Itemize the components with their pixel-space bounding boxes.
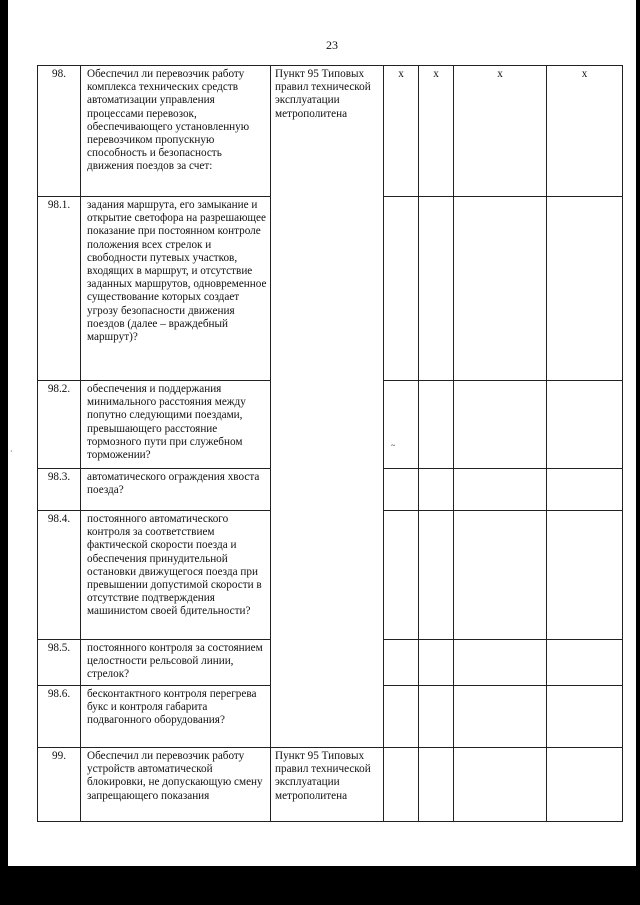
scan-border-bottom (0, 866, 640, 905)
mark-cell: x (419, 66, 454, 197)
mark-cell (454, 381, 547, 469)
mark-cell (384, 197, 419, 381)
mark-cell (454, 686, 547, 748)
mark-cell (384, 469, 419, 511)
mark-cell (419, 511, 454, 640)
mark-cell (454, 469, 547, 511)
mark-cell (419, 640, 454, 686)
row-number: 98.5. (38, 640, 81, 686)
question-text: обеспечения и поддержания минимального расстояния между попутно следующими поездами, превышающего расстояние тормозного пути при служебном торможении? (81, 381, 271, 469)
row-number: 99. (38, 748, 81, 822)
question-text: постоянного автоматического контроля за соответствием фактической скорости поезда и обеспечения принудительной остановки движущегося поезда при превышении допустимой скорости в отсутствие подтверждения машинистом своей бдительности? (81, 511, 271, 640)
legal-reference: Пункт 95 Типовых правил технической эксплуатации метрополитена (271, 66, 384, 748)
question-text: бесконтактного контроля перегрева букс и контроля габарита подвагонного оборудования? (81, 686, 271, 748)
mark-cell (547, 686, 623, 748)
mark-cell (547, 511, 623, 640)
mark-cell (454, 197, 547, 381)
mark-cell (419, 381, 454, 469)
scan-speck: ~ (391, 441, 396, 450)
scan-border-left (0, 0, 8, 905)
mark-cell (384, 748, 419, 822)
mark-cell (547, 748, 623, 822)
mark-cell (384, 381, 419, 469)
mark-cell: x (384, 66, 419, 197)
question-text: Обеспечил ли перевозчик работу устройств автоматической блокировки, не допускающую смену запрещающего показания (81, 748, 271, 822)
question-text: автоматического ограждения хвоста поезда? (81, 469, 271, 511)
mark-cell (419, 469, 454, 511)
scan-border-right (636, 0, 640, 905)
checklist-table (37, 65, 623, 822)
mark-cell (547, 469, 623, 511)
legal-reference: Пункт 95 Типовых правил технической эксплуатации метрополитена (271, 748, 384, 822)
question-text: Обеспечил ли перевозчик работу комплекса технических средств автоматизации управления процессами перевозок, обеспечивающего установленную перевозчиком пропускную способность и безопасность движения поездов за счет: (81, 66, 271, 197)
row-number: 98.2. (38, 381, 81, 469)
mark-cell (454, 511, 547, 640)
mark-cell: x (547, 66, 623, 197)
row-number: 98.4. (38, 511, 81, 640)
question-text: постоянного контроля за состоянием целостности рельсовой линии, стрелок? (81, 640, 271, 686)
page-number: 23 (326, 38, 338, 52)
mark-cell (419, 748, 454, 822)
scan-speck: · (10, 447, 13, 456)
mark-cell: x (454, 66, 547, 197)
mark-cell (419, 686, 454, 748)
mark-cell (547, 197, 623, 381)
mark-cell (384, 511, 419, 640)
question-text: задания маршрута, его замыкание и открытие светофора на разрешающее показание при постоянном контроле положения всех стрелок и свободности путевых участков, входящих в маршрут, и отсутствие заданных маршрутов, одновременное существование которых создает угрозу безопасности движения поездов (далее – враждебный маршрут)? (81, 197, 271, 381)
mark-cell (454, 640, 547, 686)
mark-cell (384, 640, 419, 686)
mark-cell (547, 640, 623, 686)
row-number: 98.6. (38, 686, 81, 748)
table-row (38, 66, 623, 197)
row-number: 98.1. (38, 197, 81, 381)
row-number: 98. (38, 66, 81, 197)
mark-cell (419, 197, 454, 381)
mark-cell (454, 748, 547, 822)
mark-cell (384, 686, 419, 748)
table-row (38, 748, 623, 822)
mark-cell (547, 381, 623, 469)
row-number: 98.3. (38, 469, 81, 511)
